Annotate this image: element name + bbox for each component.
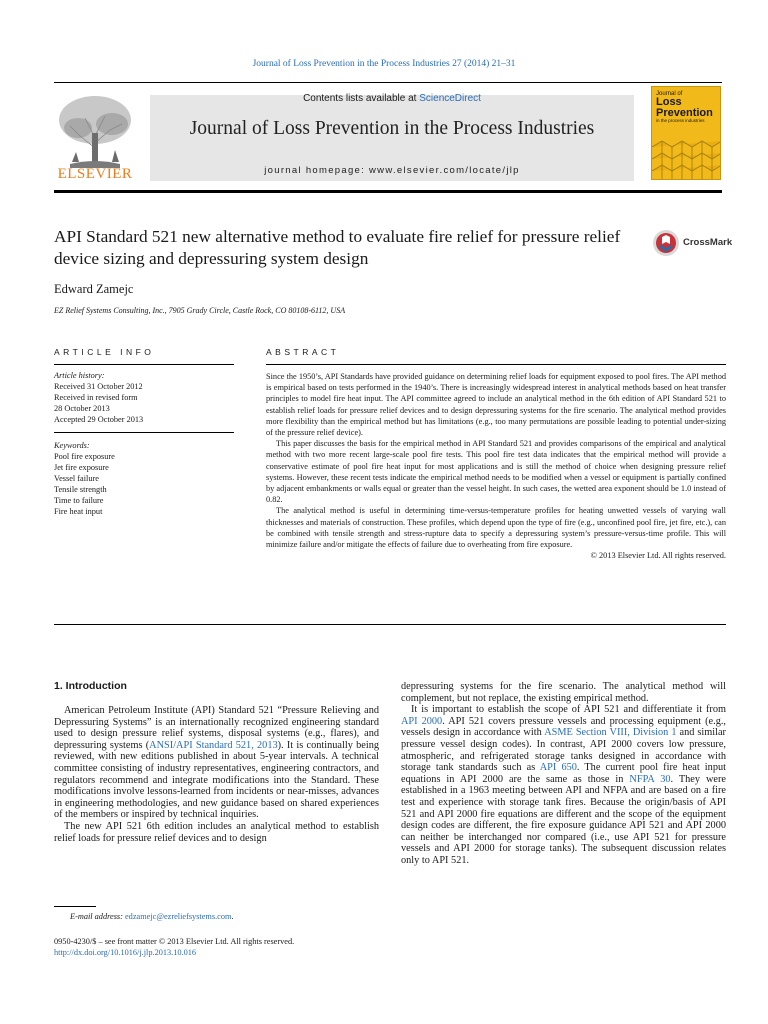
cover-title bbox=[656, 91, 713, 124]
info-rule-mid bbox=[54, 432, 234, 433]
reference-link[interactable]: NFPA 30 bbox=[629, 773, 671, 785]
article-info-heading: ARTICLE INFO bbox=[54, 347, 155, 357]
abstract-paragraph: This paper discusses the basis for the empirical method in API Standard 521 and provides comparisons of the empirical and analytical method with two more recent large-scale pool fire tests. This pool fire test data indicates that the empirical method will provide a conservative estimate of pool fire heat input for most applications and is still the method of choice when designing pressure relief systems. However, these recent tests indicate the empirical method needs to be modified when a vessel or equipment is partially confined by adjacent embankments or walls equal or greater than the vessel height. In such cases, the wetted area exponent should be 1.0 instead of 0.82. bbox=[266, 439, 726, 505]
abstract-paragraph: Since the 1950’s, API Standards have provided guidance on determining relief loads for equipment exposed to pool fires. The API method is empirical based on tests performed in the 1940’s. There is increasingly widespread interest in analytical methods based on heat transfer principles to model fire heat input. The API committee agreed to include an analytical method in the 6th edition of API Standard 521 to establish relief loads for pressure relief devices and to design depressuring systems for the fire scenario. The analytical method provides more flexibility than the empirical method but has limitations (e.g., too many permutations are possible leading to potential under-sizing of the pressure relief device). bbox=[266, 372, 726, 438]
section-heading-introduction: 1. Introduction bbox=[54, 680, 127, 692]
abstract-rule-bottom bbox=[54, 624, 726, 625]
email-end: . bbox=[231, 912, 234, 921]
reference-link[interactable]: API 2000 bbox=[401, 715, 443, 727]
body-column-right bbox=[401, 681, 726, 867]
cover-line2: Loss bbox=[656, 96, 682, 108]
author-email-footnote bbox=[70, 912, 234, 921]
reference-link[interactable]: API 650 bbox=[539, 762, 577, 774]
header-rule bbox=[54, 190, 722, 193]
keyword-item: Jet fire exposure bbox=[54, 463, 109, 472]
journal-homepage[interactable]: journal homepage: www.elsevier.com/locate/jlp bbox=[264, 165, 520, 176]
cover-pattern bbox=[652, 133, 721, 180]
reference-link[interactable]: ANSI/API Standard 521, 2013 bbox=[149, 739, 278, 751]
abstract-copyright: © 2013 Elsevier Ltd. All rights reserved. bbox=[590, 551, 726, 561]
affiliation: EZ Relief Systems Consulting, Inc., 7905 Grady Circle, Castle Rock, CO 80108-6112, USA bbox=[54, 306, 346, 315]
cover-line4: in the process industries bbox=[656, 118, 705, 123]
doi-link[interactable]: http://dx.doi.org/10.1016/j.jlp.2013.10.016 bbox=[54, 948, 197, 957]
reference-link[interactable]: ASME Section VIII, Division 1 bbox=[544, 727, 677, 739]
article-history bbox=[54, 370, 234, 425]
intro-paragraph: The new API 521 6th edition includes an analytical method to establish relief loads for pressure relief devices and to design bbox=[54, 820, 379, 844]
top-rule bbox=[54, 82, 722, 83]
history-line: Accepted 29 October 2013 bbox=[54, 415, 144, 424]
history-line: Received in revised form bbox=[54, 393, 138, 402]
contents-line bbox=[150, 93, 634, 104]
abstract-heading: ABSTRACT bbox=[266, 347, 340, 357]
body-column-left bbox=[54, 705, 379, 844]
journal-cover-image[interactable] bbox=[651, 86, 721, 180]
text-run: . The current pool fire heat input equations in API 2000 are the same as those in bbox=[401, 762, 726, 785]
history-line: 28 October 2013 bbox=[54, 404, 110, 413]
text-run: American Petroleum Institute (API) Standard 521 “Pressure Relieving and Depressuring Systems” is an internationally recognized engineering standard used to design pressure relief systems, disposal systems (e.g., flares), and depressuring systems ( bbox=[54, 705, 379, 751]
issn-line: 0950-4230/$ – see front matter © 2013 Elsevier Ltd. All rights reserved. bbox=[54, 937, 295, 946]
history-line: Received 31 October 2012 bbox=[54, 382, 143, 391]
keyword-item: Pool fire exposure bbox=[54, 452, 115, 461]
email-link[interactable]: edzamejc@ezreliefsystems.com bbox=[125, 912, 232, 921]
abstract-body bbox=[266, 371, 726, 561]
cover-line1: Journal of bbox=[656, 91, 683, 97]
author-name: Edward Zamejc bbox=[54, 282, 134, 296]
email-label: E-mail address: bbox=[70, 912, 125, 921]
keyword-item: Fire heat input bbox=[54, 507, 103, 516]
sciencedirect-link[interactable]: ScienceDirect bbox=[419, 93, 481, 104]
intro-paragraph bbox=[401, 704, 726, 866]
keywords bbox=[54, 440, 234, 517]
keyword-item: Vessel failure bbox=[54, 474, 99, 483]
publisher-name: ELSEVIER bbox=[57, 166, 133, 182]
text-run: and similar pressure vessel design codes). In contrast, API 2000 covers low pressure, atmospheric, and refrigerated storage tanks designed in accordance with storage tank standards such as bbox=[401, 727, 726, 774]
cover-line3: Prevention bbox=[656, 107, 713, 119]
keywords-label: Keywords: bbox=[54, 441, 90, 450]
keyword-item: Tensile strength bbox=[54, 485, 107, 494]
journal-title: Journal of Loss Prevention in the Process Industries bbox=[189, 118, 595, 139]
footnote-rule bbox=[54, 906, 96, 907]
crossmark-label[interactable]: CrossMark bbox=[683, 237, 733, 248]
text-run: It is important to establish the scope of API 521 and differentiate it from bbox=[411, 704, 726, 716]
contents-prefix: Contents lists available at bbox=[303, 93, 420, 104]
text-run: . They were established in a 1963 meeting between API and NFPA and are based on a fire test and experience with storage tank fires. Because the origin/basis of API 521 and API 2000 fire equations are different and the scope of the equipment design codes are different, the fire exposure guidance API 521 and API 2000 can neither be interchanged nor compared (i.e., use API 521 for pressure vessels and API 2000 for storage tanks). The subsequent discussion relates only to API 521. bbox=[401, 773, 727, 866]
intro-paragraph bbox=[54, 705, 379, 821]
abstract-rule-top bbox=[266, 364, 726, 365]
running-head[interactable]: Journal of Loss Prevention in the Process Industries 27 (2014) 21–31 bbox=[252, 59, 516, 69]
text-run: . API 521 covers pressure vessels and processing equipment (e.g., vessels design in accordance with bbox=[401, 715, 726, 739]
text-run: ). It is continually being reviewed, with new editions published in about 5-year intervals. A technical committee consisting of industry representatives, engineering contractors, and regulators recommend and integrate modifications into the Standard. These modifications involve lessons-learned from incidents or near-misses, advances in engineering methodologies, and new guidance based on shared experiences of the members or inspired by technical inquiries. bbox=[54, 739, 379, 821]
history-label: Article history: bbox=[54, 371, 105, 380]
abstract-paragraph: The analytical method is useful in determining time-versus-temperature profiles for heating unwetted vessels of varying wall thicknesses and materials of construction. These profiles, which depend upon the type of fire (e.g., unconfined pool fire, jet fire, etc.), can be combined with tensile strength and stress-rupture data to specify a depressuring system’s pressure-versus-time profile. This will minimize failure and/or mitigate the effects of failure due to overheating from fire exposure. bbox=[266, 506, 726, 550]
intro-paragraph: depressuring systems for the fire scenario. The analytical method will complement, but not replace, the existing empirical method. bbox=[401, 681, 726, 704]
keyword-item: Time to failure bbox=[54, 496, 104, 505]
article-title: API Standard 521 new alternative method to evaluate fire relief for pressure relief device sizing and depressuring system design bbox=[54, 227, 621, 268]
info-rule-top bbox=[54, 364, 234, 365]
